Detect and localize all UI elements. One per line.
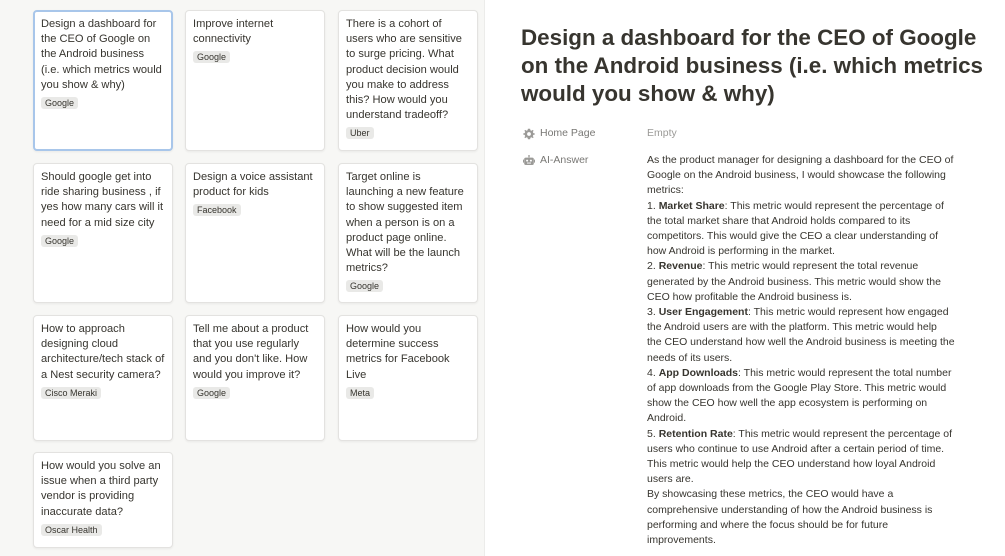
card-title: How to approach designing cloud architecture/tech stack of a Nest security camera?	[41, 323, 165, 381]
card-title: There is a cohort of users who are sensitive to surge pricing. What product decision would you make to address this? How would you understand tradeoff?	[346, 18, 462, 122]
answer-line: As the product manager for designing a dashboard for the CEO of	[647, 154, 954, 166]
page-detail-panel	[485, 0, 1005, 556]
metric-name: Retention Rate	[658, 427, 733, 440]
company-tag: Google	[41, 97, 78, 109]
answer-line: metrics:	[647, 184, 684, 197]
company-tag: Google	[41, 235, 78, 247]
property-label[interactable]	[523, 126, 643, 141]
property-name: Home Page	[540, 127, 596, 139]
answer-line: This metric would help the CEO understand how loyal Android	[647, 458, 936, 471]
card-title: Should google get into ride sharing business , if yes how many cars will it need for a mid size city	[41, 171, 164, 229]
answer-line: 3. User Engagement: This metric would represent how engaged	[647, 306, 949, 319]
property-value[interactable]: Empty	[647, 127, 677, 139]
answer-line: generated by the Android business. This metric would show the	[647, 275, 941, 288]
card-title: How would you solve an issue when a third party vendor is providing inaccurate data?	[41, 460, 161, 518]
robot-icon	[523, 155, 535, 167]
board-card[interactable]	[33, 10, 173, 151]
board-card[interactable]	[33, 163, 173, 303]
company-tag: Cisco Meraki	[41, 387, 101, 399]
board-card[interactable]	[185, 315, 325, 441]
answer-line: CEO how profitable the Android business is.	[647, 290, 852, 303]
answer-line: 4. App Downloads: This metric would represent the total number	[647, 366, 952, 379]
answer-line: Android.	[647, 412, 687, 425]
company-tag: Google	[193, 387, 230, 399]
card-title: How would you determine success metrics for Facebook Live	[346, 323, 450, 381]
board-panel	[0, 0, 484, 556]
card-title: Improve internet connectivity	[193, 18, 274, 46]
answer-line: of app downloads from the Google Play Store. This metric would	[647, 382, 947, 395]
answer-line: the total market share that Android holds compared to its	[647, 214, 911, 227]
board-card[interactable]	[33, 452, 173, 548]
answer-line: 2. Revenue: This metric would represent the total revenue	[647, 260, 919, 273]
metric-name: User Engagement	[658, 306, 748, 319]
gear-icon	[523, 128, 535, 140]
company-tag: Oscar Health	[41, 524, 102, 536]
answer-line: the Android users are with the platform. This metric would help	[647, 321, 937, 334]
board-card[interactable]	[33, 315, 173, 441]
card-title: Design a dashboard for the CEO of Google on the Android business (i.e. which metrics would you show & why)	[41, 18, 162, 91]
answer-line: Google on the Android business, I would showcase the following	[647, 169, 946, 182]
board-card[interactable]	[338, 315, 478, 441]
property-label[interactable]	[523, 153, 643, 168]
company-tag: Facebook	[193, 204, 241, 216]
metric-name: Market Share	[658, 199, 725, 212]
answer-line: performing and where the focus should be for future	[647, 518, 889, 531]
card-title: Target online is launching a new feature to show suggested item when a person is on a product page online. What will be the launch metrics?	[346, 171, 464, 275]
company-tag: Meta	[346, 387, 374, 399]
board-card[interactable]	[185, 163, 325, 303]
answer-line: needs of its users.	[647, 351, 733, 364]
card-title: Tell me about a product that you use regularly and you don't like. How would you improve it?	[193, 323, 309, 381]
metric-name: Revenue	[658, 260, 703, 273]
ai-answer-text[interactable]	[647, 153, 965, 548]
card-title: Design a voice assistant product for kids	[193, 171, 313, 199]
answer-line: users who continue to use Android after a certain period of time.	[647, 442, 945, 455]
answer-line: the CEO understand how well the Android business is meeting the	[647, 336, 955, 349]
metric-name: App Downloads	[658, 366, 739, 379]
property-name: AI-Answer	[540, 154, 589, 166]
answer-line: improvements.	[647, 534, 716, 547]
answer-line: 5. Retention Rate: This metric would represent the percentage of	[647, 427, 953, 440]
answer-line: 1. Market Share: This metric would represent the percentage of	[647, 199, 944, 212]
answer-line: how Android is performing in the market.	[647, 245, 835, 258]
answer-line: competitors. This would give the CEO a clear understanding of	[647, 230, 939, 243]
board-card[interactable]	[338, 163, 478, 303]
page-title[interactable]: Design a dashboard for the CEO of Google on the Android business (i.e. which metrics would you show & why)	[521, 25, 983, 106]
answer-line: By showcasing these metrics, the CEO would have a	[647, 488, 894, 501]
company-tag: Google	[193, 51, 230, 63]
answer-line: users are.	[647, 473, 694, 486]
company-tag: Google	[346, 280, 383, 292]
answer-line: show the CEO how well the app ecosystem is performing on	[647, 397, 928, 410]
board-card[interactable]	[338, 10, 478, 151]
company-tag: Uber	[346, 127, 374, 139]
board-card[interactable]	[185, 10, 325, 151]
answer-line: comprehensive understanding of how the Android business is	[647, 503, 933, 516]
